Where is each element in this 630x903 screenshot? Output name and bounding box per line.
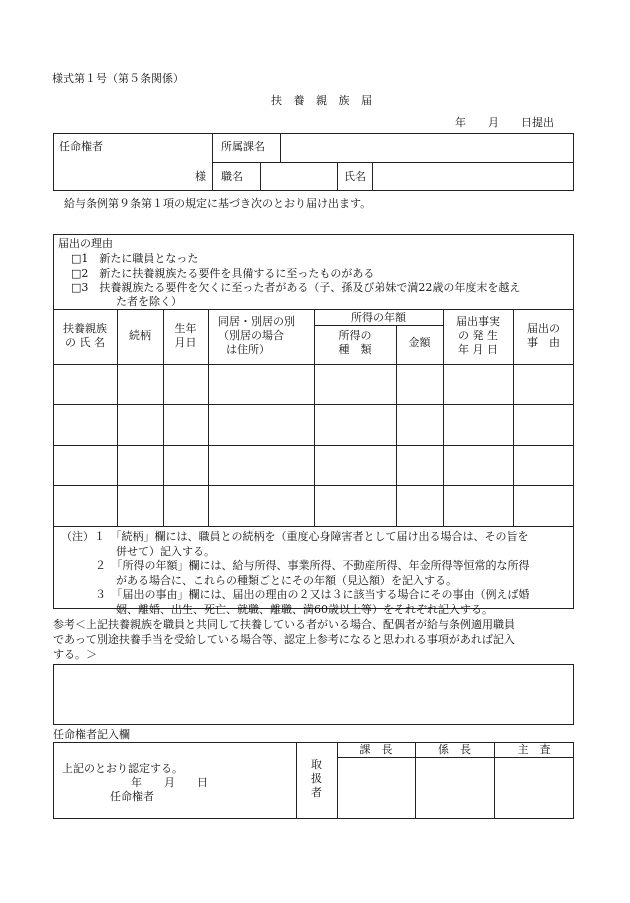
note-1-cont: 併せて）記入する。 (116, 545, 215, 558)
col-name-header: 扶養親族 の 氏 名 (63, 322, 107, 349)
reason-item-3-cont: た者を除く） (116, 295, 182, 308)
reason-item-1: □1 新たに職員となった (71, 252, 199, 265)
statement: 給与条例第９条第１項の規定に基づき次のとおり届け出ます。 (64, 197, 372, 210)
subchief-label: 係 長 (438, 743, 471, 756)
note-3: ３ 「届出の事由」欄には、届出の理由の２又は３に該当する場合にその事由（例えば婚 (95, 588, 530, 601)
form-number: 様式第１号（第５条関係） (52, 72, 184, 85)
reason-item-2: □2 新たに扶養親族たる要件を具備するに至ったものがある (71, 267, 375, 280)
col-residence-header: 同居・別居の別 （別居の場合 は住所） (218, 315, 295, 356)
note-3-cont: 姻、離婚、出生、死亡、就職、離職、満60歳以上等）をそれぞれ記入する。 (116, 603, 493, 616)
document-title: 扶 養 親 族 届 (271, 94, 376, 107)
name-label: 氏名 (344, 170, 366, 183)
col-birth-header: 生年 月日 (174, 322, 197, 349)
position-label: 職名 (221, 170, 243, 183)
appointer-label: 任命権者 (59, 140, 103, 153)
col-event-date-header: 届出事実 の 発 生 年 月 日 (456, 315, 500, 356)
reference-box (53, 664, 574, 725)
col-income-group-header: 所得の年額 (351, 311, 406, 324)
chief-label: 課 長 (359, 743, 393, 756)
reference-text: 参考＜上記扶養親族を職員と共同して扶養している者がいる場合、配偶者が給与条例適用職員 (53, 618, 515, 631)
note-1: （注）１ 「続柄」欄には、職員との続柄を（重度心身障害者として届け出る場合は、その旨を (61, 530, 529, 543)
reason-item-3: □3 扶養親族たる要件を欠くに至った者がある（子、孫及び弟妹で満22歳の年度末を越え (71, 281, 521, 294)
sama-label: 様 (195, 170, 206, 183)
certify-text: 上記のとおり認定する。 (62, 762, 183, 775)
reference-text-3: する。＞ (53, 648, 97, 661)
note-2: ２ 「所得の年額」欄には、給与所得、事業所得、不動産所得、年金所得等恒常的な所得 (95, 559, 530, 572)
col-income-amount-header: 金額 (408, 336, 431, 349)
handler-label: 取 扱 者 (311, 758, 322, 799)
submission-date: 年 月 日提出 (455, 116, 554, 129)
department-label: 所属課名 (221, 140, 265, 153)
officer-label: 主 査 (517, 743, 551, 756)
col-income-type-header: 所得の 種 類 (338, 329, 372, 356)
reason-heading: 届出の理由 (58, 237, 113, 250)
col-reason-header: 届出の 事 由 (527, 322, 560, 349)
appointer-section-heading: 任命権者記入欄 (53, 728, 130, 741)
certify-date: 年 月 日 (131, 776, 208, 789)
reference-text-2: であって別途扶養手当を受給している場合等、認定上参考になると思われる事項があれば記入 (53, 633, 515, 646)
note-2-cont: がある場合に、これらの種類ごとにその年額（見込額）を記入する。 (116, 574, 457, 587)
certify-appointer: 任命権者 (110, 790, 154, 803)
col-relation-header: 続柄 (129, 329, 151, 342)
